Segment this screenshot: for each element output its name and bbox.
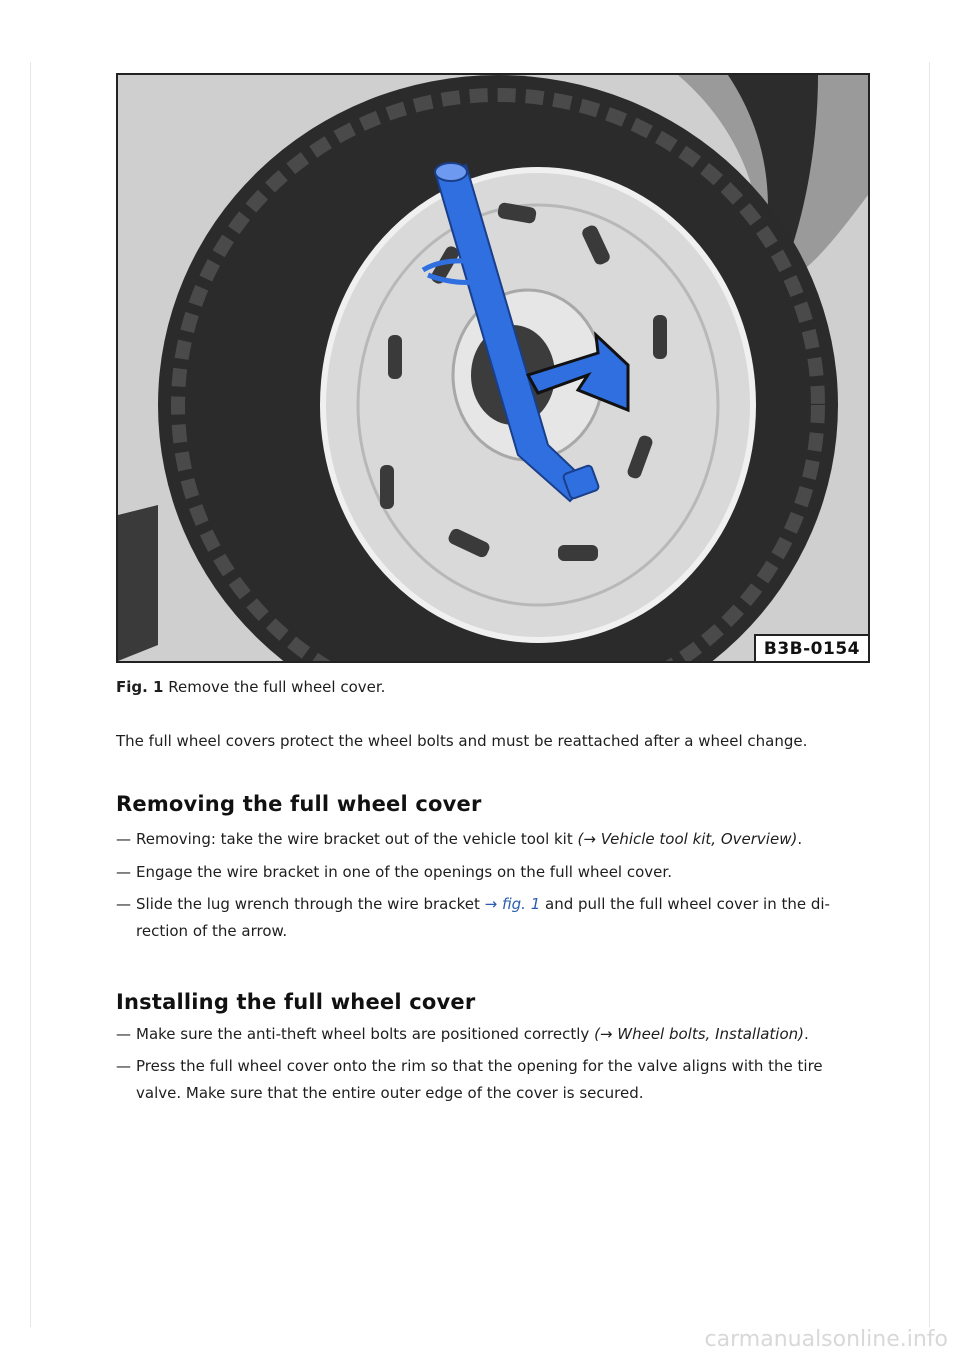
remove-step-1-end: . (797, 830, 803, 848)
install-step-1-end: . (804, 1025, 809, 1043)
wheel-cover-illustration (118, 75, 868, 661)
heading-installing: Installing the full wheel cover (116, 990, 476, 1014)
remove-step-3-end: and pull the full wheel cover in the di- (540, 895, 830, 913)
caption-prefix: Fig. 1 (116, 678, 164, 696)
figure-caption (116, 678, 385, 696)
install-step-1 (116, 1021, 856, 1048)
remove-step-3-continuation: rection of the arrow. (136, 922, 288, 940)
remove-step-3-text: Slide the lug wrench through the wire bracket (136, 895, 485, 913)
fig-1-link[interactable]: → fig. 1 (484, 895, 541, 913)
heading-removing: Removing the full wheel cover (116, 792, 482, 816)
install-step-2-text: Press the full wheel cover onto the rim so that the opening for the valve aligns with the tire (136, 1057, 823, 1075)
wheel-bolts-ref[interactable]: (→ Wheel bolts, Installation) (594, 1025, 805, 1043)
left-margin-line (30, 62, 31, 1327)
watermark: carmanualsonline.info (704, 1327, 948, 1352)
install-step-2-continuation: valve. Make sure that the entire outer edge of the cover is secured. (136, 1084, 644, 1102)
remove-step-1 (116, 826, 856, 853)
right-margin-line (929, 62, 930, 1327)
bullet-dash: — (116, 1025, 131, 1043)
remove-step-2 (116, 859, 856, 886)
bullet-dash: — (116, 830, 131, 848)
remove-step-1-text: Removing: take the wire bracket out of the vehicle tool kit (136, 830, 578, 848)
figure-illustration (116, 73, 870, 663)
intro-paragraph: The full wheel covers protect the wheel bolts and must be reattached after a wheel change. (116, 732, 808, 750)
mudflap (118, 505, 158, 661)
bullet-dash: — (116, 1057, 131, 1075)
bullet-dash: — (116, 863, 131, 881)
caption-text: Remove the full wheel cover. (168, 678, 386, 696)
remove-step-2-text: Engage the wire bracket in one of the openings on the full wheel cover. (136, 863, 672, 881)
figure-code-label: B3B-0154 (754, 634, 868, 661)
bullet-dash: — (116, 895, 131, 913)
install-step-1-text: Make sure the anti-theft wheel bolts are positioned correctly (136, 1025, 595, 1043)
install-step-2 (116, 1053, 856, 1107)
vehicle-tool-kit-ref[interactable]: (→ Vehicle tool kit, Overview) (577, 830, 798, 848)
remove-step-3 (116, 891, 856, 945)
